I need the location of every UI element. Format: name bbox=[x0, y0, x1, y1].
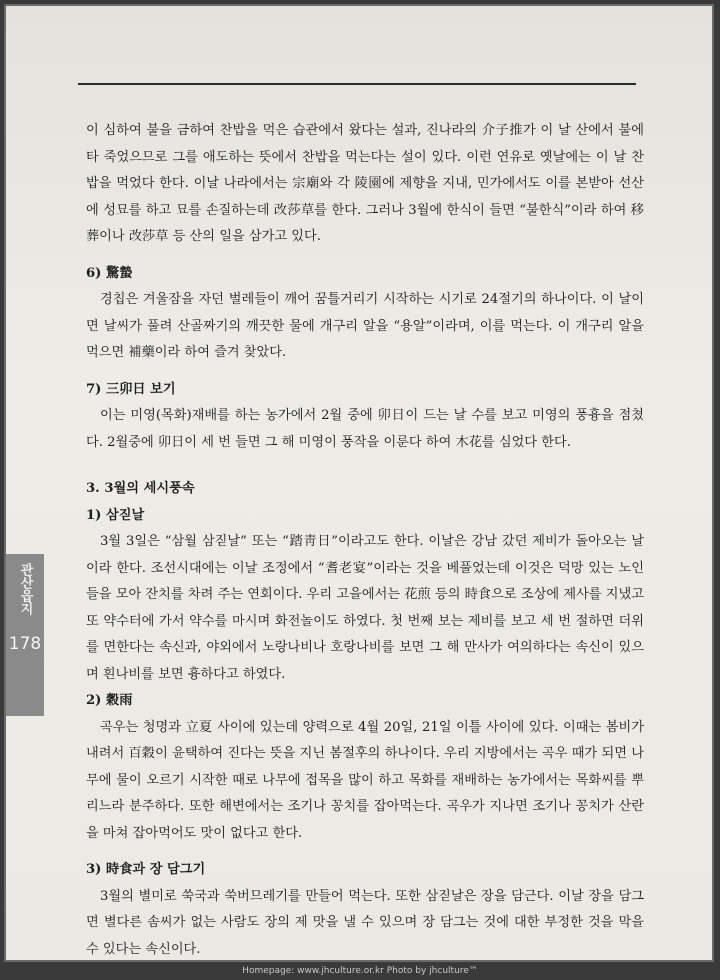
header-rule bbox=[78, 83, 636, 85]
heading-sammyoil: 7) 三卯日 보기 bbox=[86, 381, 176, 397]
paragraph-sisik: 3월의 별미로 쑥국과 쑥버므레기를 만들어 먹는다. 또한 삼짇날은 장을 담근다. 이날 장을 담그면 별다른 솜씨가 없는 사람도 장의 제 맛을 낼 수 있으며 장 담그는 것에 대한 부정한 것을 막을 수 있다는 속신이다. bbox=[86, 888, 644, 957]
footer-credit: Homepage: www.jhculture.or.kr Photo by jhculture™ bbox=[242, 966, 478, 976]
paragraph-hansik: 이 심하여 불을 금하여 찬밥을 먹은 습관에서 왔다는 설과, 진나라의 介子推가 이 날 산에서 불에 타 죽었으므로 그를 애도하는 뜻에서 찬밥을 먹는다는 설이 있다. 이런 연유로 옛날에는 이 날 찬밥을 먹었다 한다. 이날 나라에서는 宗廟와 각 陵園에 제향을 지내, 민가에서도 이를 본받아 선산에 성묘를 하고 묘를 손질하는데 改莎草를 한다. 그러나 3월에 한식이 들면 “불한식”이라 하여 移葬이나 改莎草 등 산의 일을 삼가고 있다. bbox=[86, 123, 644, 244]
side-tab-title: 관산읍지 bbox=[17, 563, 33, 615]
page-number: 178 bbox=[8, 634, 42, 654]
section-heading-march: 3. 3월의 세시풍속 bbox=[86, 481, 195, 496]
page-frame bbox=[4, 4, 714, 962]
heading-samjinnal: 1) 삼짇날 bbox=[86, 507, 145, 523]
paragraph-sammyoil: 이는 미영(목화)재배를 하는 농가에서 2월 중에 卯日이 드는 날 수를 보고 미영의 풍흉을 점쳤다. 2월중에 卯日이 세 번 들면 그 해 미영이 풍작을 이룬다 하여 木花를 심었다 한다. bbox=[86, 408, 644, 450]
heading-sisik: 3) 時食과 장 담그기 bbox=[86, 862, 206, 877]
heading-gyeongchip: 6) 驚蟄 bbox=[86, 265, 133, 281]
paragraph-gyeongchip: 경칩은 겨울잠을 자던 벌레들이 깨어 꿈틀거리기 시작하는 시기로 24절기의 하나이다. 이 날이면 날씨가 풀려 산골짜기의 깨끗한 물에 개구리 알을 “용알”이라며, 이를 먹는다. 이 개구리 알을 먹으면 補藥이라 하여 즐겨 찾았다. bbox=[86, 292, 644, 360]
document-body bbox=[86, 118, 644, 962]
heading-gogu: 2) 穀雨 bbox=[86, 693, 133, 708]
document-page bbox=[6, 6, 712, 960]
paragraph-gogu: 곡우는 청명과 立夏 사이에 있는데 양력으로 4월 20일, 21일 이틀 사이에 있다. 이때는 봄비가 내려서 百穀이 윤택하여 진다는 뜻을 지닌 봄절후의 하나이다. 우리 지방에서는 곡우 때가 되면 나무에 물이 오르기 시작한 때로 나무에 접목을 많이 하고 목화를 재배하는 농가에서는 목화씨를 뿌리느라 분주하다. 또한 해변에서는 조기나 꽁치를 잡아먹는다. 곡우가 지나면 조기나 꽁치가 산란을 마쳐 잡아먹어도 맛이 없다고 한다. bbox=[86, 719, 644, 841]
paragraph-samjinnal: 3월 3일은 “삼월 삼짇날” 또는 “踏靑日”이라고도 한다. 이날은 강남 갔던 제비가 돌아오는 날이라 한다. 조선시대에는 이날 조정에서 “耆老宴”이라는 것을 베풀었는데 이것은 덕망 있는 노인들을 모아 잔치를 차려 주는 연회이다. 우리 고을에서는 花煎 등의 時食으로 조상에 제사를 지냈고 또 약수터에 가서 약수를 마시며 화전놀이도 하였다. 첫 번째 보는 제비를 보고 세 번 절하면 더위를 면한다는 속신과, 야외에서 노랑나비나 호랑나비를 보면 그 해 만사가 여의하다는 속신이 있으며 흰나비를 보면 흉하다고 하였다. bbox=[86, 534, 644, 682]
